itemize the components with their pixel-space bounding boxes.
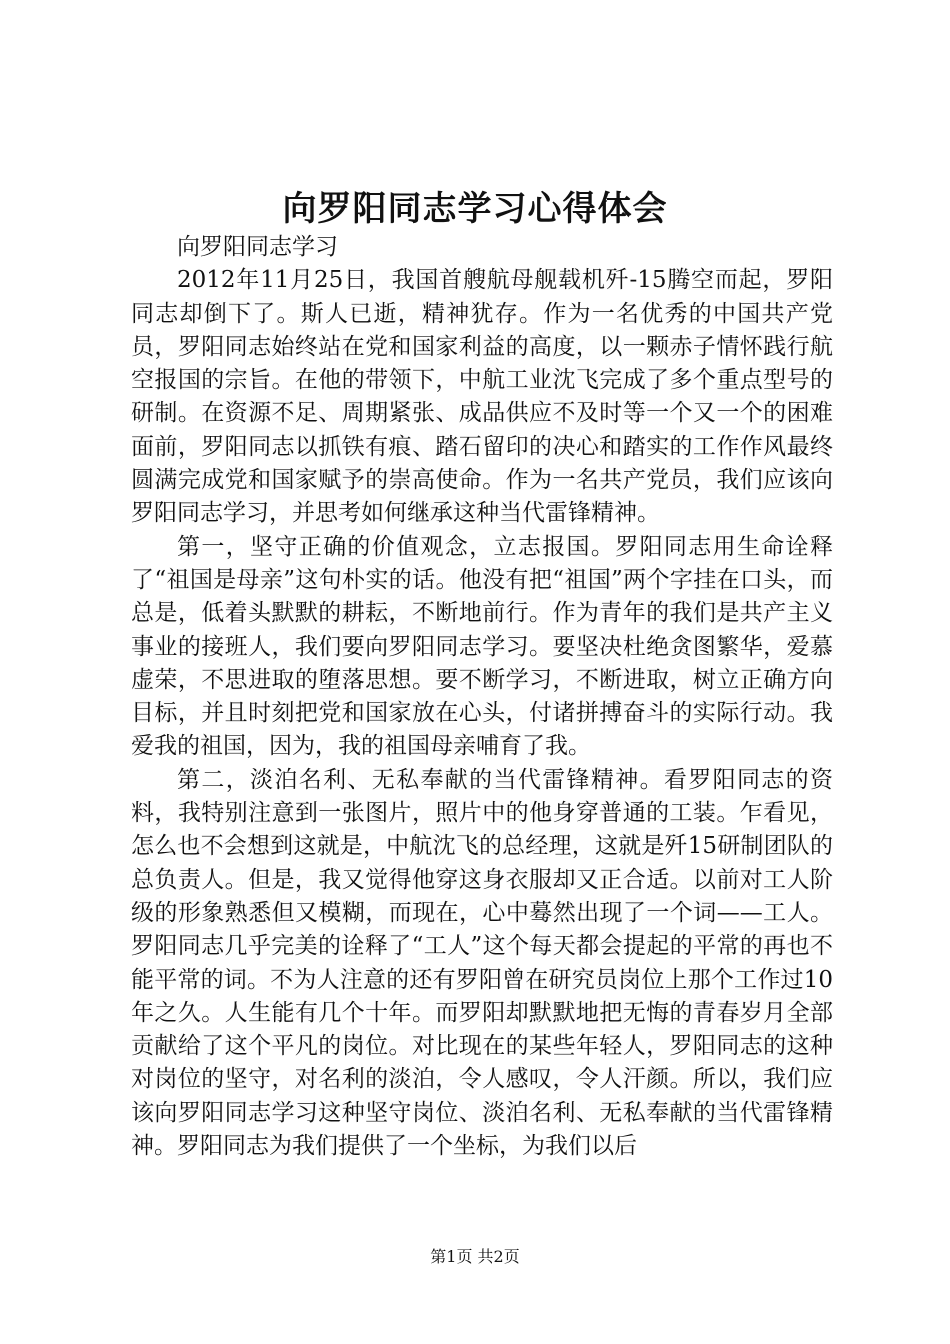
page-footer: 第1页 共2页 bbox=[430, 1247, 520, 1266]
document-body bbox=[131, 231, 833, 1163]
paragraph-subtitle: 向罗阳同志学习 bbox=[177, 234, 338, 260]
document-title: 向罗阳同志学习心得体会 bbox=[282, 189, 668, 229]
paragraph-second-point: 第二，淡泊名利、无私奉献的当代雷锋精神。看罗阳同志的资料，我特别注意到一张图片，照片中的他身穿普通的工装。乍看见，怎么也不会想到这就是，中航沈飞的总经理，这就是歼15研制团队的总负责人。但是，我又觉得他穿这身衣服却又正合适。以前对工人阶级的形象熟悉但又模糊，而现在，心中蓦然出现了一个词——工人。罗阳同志几乎完美的诠释了“工人”这个每天都会提起的平常的再也不能平常的词。不为人注意的还有罗阳曾在研究员岗位上那个工作过10年之久。人生能有几个十年。而罗阳却默默地把无悔的青春岁月全部贡献给了这个平凡的岗位。对比现在的某些年轻人，罗阳同志的这种对岗位的坚守，对名利的淡泊，令人感叹，令人汗颜。所以，我们应该向罗阳同志学习这种坚守岗位、淡泊名利、无私奉献的当代雷锋精神。罗阳同志为我们提供了一个坐标，为我们以后 bbox=[131, 766, 833, 1160]
paragraph-first-point: 第一，坚守正确的价值观念，立志报国。罗阳同志用生命诠释了“祖国是母亲”这句朴实的话。他没有把“祖国”两个字挂在口头，而总是，低着头默默的耕耘，不断地前行。作为青年的我们是共产主义事业的接班人，我们要向罗阳同志学习。要坚决杜绝贪图繁华，爱慕虚荣，不思进取的堕落思想。要不断学习，不断进取，树立正确方向目标，并且时刻把党和国家放在心头，付诸拼搏奋斗的实际行动。我爱我的祖国，因为，我的祖国母亲哺育了我。 bbox=[131, 533, 833, 760]
paragraph-intro: 2012年11月25日，我国首艘航母舰载机歼-15腾空而起，罗阳同志却倒下了。斯人已逝，精神犹存。作为一名优秀的中国共产党员，罗阳同志始终站在党和国家利益的高度，以一颗赤子情怀践行航空报国的宗旨。在他的带领下，中航工业沈飞完成了多个重点型号的研制。在资源不足、周期紧张、成品供应不及时等一个又一个的困难面前，罗阳同志以抓铁有痕、踏石留印的决心和踏实的工作作风最终圆满完成党和国家赋予的崇高使命。作为一名共产党员，我们应该向罗阳同志学习，并思考如何继承这种当代雷锋精神。 bbox=[131, 267, 833, 527]
